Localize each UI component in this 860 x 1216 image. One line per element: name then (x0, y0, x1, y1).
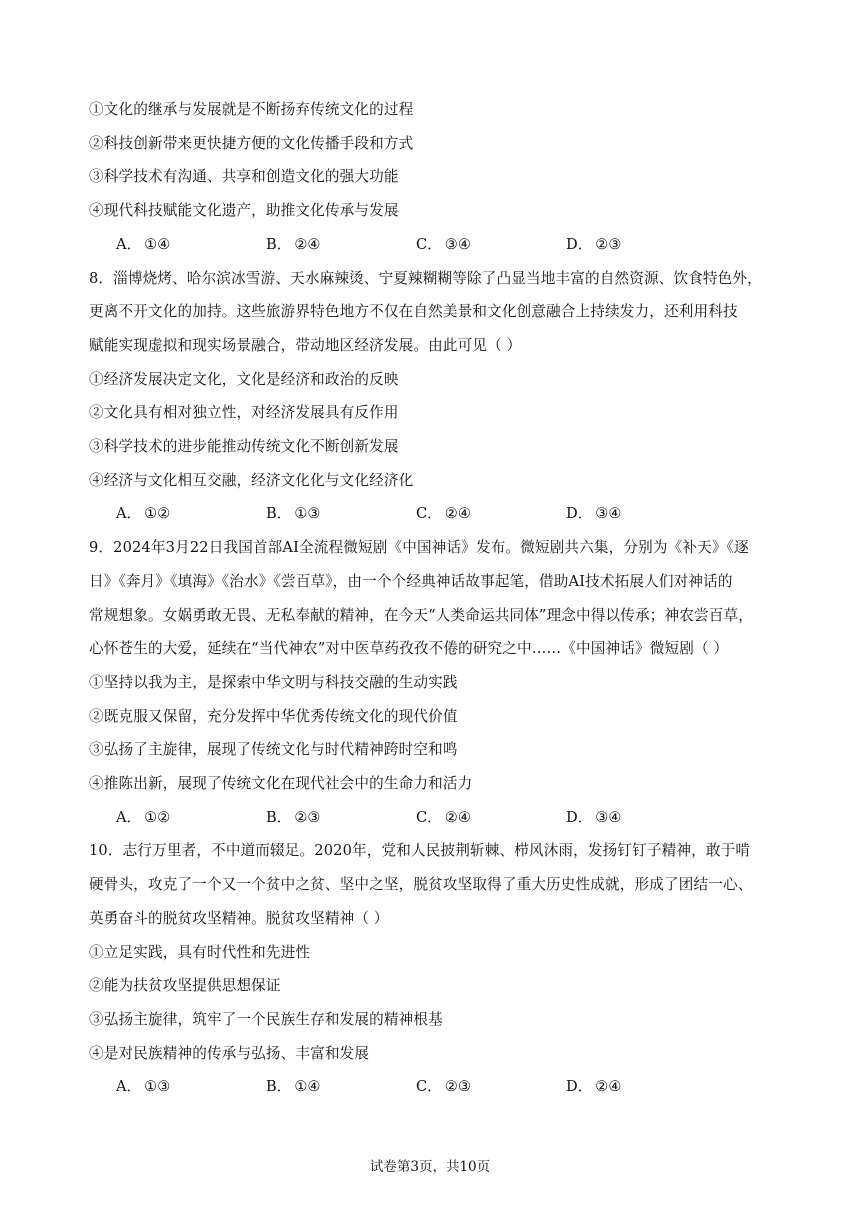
option-letter: D． (566, 1078, 593, 1096)
q7-item-4: ④现代科技赋能文化遗产，助推文化传承与发展 (89, 202, 399, 220)
option-text: ①③ (294, 505, 321, 523)
option-letter: B． (266, 1078, 292, 1096)
page-content (89, 93, 779, 1104)
q10-item-3: ③弘扬主旋律，筑牢了一个民族生存和发展的精神根基 (89, 1010, 443, 1028)
q10-option-c (416, 1070, 566, 1104)
q10-stem-line-3: 英勇奋斗的脱贫攻坚精神。脱贫攻坚精神（ ） (89, 909, 389, 927)
q9-stem-line-3: 常规想象。女娲勇敢无畏、无私奉献的精神，在今天“人类命运共同体”理念中得以传承；神农尝百草， (89, 606, 753, 624)
q9-options (89, 801, 779, 835)
q8-item-2: ②文化具有相对独立性，对经济发展具有反作用 (89, 404, 399, 422)
q7-options (89, 228, 779, 262)
q8-stem-line-2: 更离不开文化的加持。这些旅游界特色地方不仅在自然美景和文化创意融合上持续发力，还利用科技 (89, 303, 738, 321)
q10-option-d (566, 1070, 716, 1104)
option-text: ②④ (444, 808, 471, 826)
q10-option-a (116, 1070, 266, 1104)
option-letter: D． (566, 505, 593, 523)
q9-item-1: ①坚持以我为主，是探索中华文明与科技交融的生动实践 (89, 673, 458, 691)
q10-stem-line-2: 硬骨头，攻克了一个又一个贫中之贫、坚中之坚，脱贫攻坚取得了重大历史性成就，形成了团结一心、 (89, 876, 753, 894)
option-letter: A． (116, 505, 142, 523)
q10-option-b (266, 1070, 416, 1104)
q8-option-a (116, 497, 266, 531)
option-text: ①④ (294, 1078, 321, 1096)
option-letter: C． (416, 235, 442, 253)
option-letter: C． (416, 808, 442, 826)
q9-item-3: ③弘扬了主旋律，展现了传统文化与时代精神跨时空和鸣 (89, 741, 458, 759)
q8-stem-line-1: 8．淄博烧烤、哈尔滨冰雪游、天水麻辣烫、宁夏辣糊糊等除了凸显当地丰富的自然资源、饮食特色外， (89, 269, 762, 287)
option-text: ③④ (595, 808, 622, 826)
option-text: ③④ (595, 505, 622, 523)
q9-item-2: ②既克服又保留，充分发挥中华优秀传统文化的现代价值 (89, 707, 458, 725)
q8-option-d (566, 497, 716, 531)
question-7 (89, 93, 779, 262)
q7-item-1: ①文化的继承与发展就是不断扬弃传统文化的过程 (89, 101, 414, 118)
q7-option-a (116, 228, 266, 262)
q7-option-b (266, 228, 416, 262)
option-text: ②③ (444, 1078, 471, 1096)
q9-stem-line-4: 心怀苍生的大爱，延续在“当代神农”对中医草药孜孜不倦的研究之中……《中国神话》微短剧（ ） (89, 640, 729, 658)
option-letter: B． (266, 235, 292, 253)
page-footer: 试卷第3页，共10页 (369, 1159, 491, 1175)
option-letter: D． (566, 808, 593, 826)
q10-stem-line-1: 10．志行万里者，不中道而辍足。2020年，党和人民披荆斩棘、栉风沐雨，发扬钉钉子精神，敢于啃 (89, 842, 751, 860)
q8-item-4: ④经济与文化相互交融，经济文化化与文化经济化 (89, 471, 414, 489)
q10-item-2: ②能为扶贫攻坚提供思想保证 (89, 977, 281, 995)
option-text: ②④ (595, 1078, 622, 1096)
option-letter: C． (416, 505, 442, 523)
q8-item-3: ③科学技术的进步能推动传统文化不断创新发展 (89, 438, 399, 456)
question-10 (89, 834, 779, 1104)
q10-options (89, 1070, 779, 1104)
question-8 (89, 262, 779, 532)
option-letter: B． (266, 808, 292, 826)
q7-option-c (416, 228, 566, 262)
q9-option-d (566, 801, 716, 835)
q10-item-1: ①立足实践，具有时代性和先进性 (89, 943, 311, 961)
option-text: ②④ (294, 235, 321, 253)
q7-option-d (566, 228, 716, 262)
option-letter: B． (266, 505, 292, 523)
q8-option-b (266, 497, 416, 531)
q9-option-c (416, 801, 566, 835)
option-text: ②③ (294, 808, 321, 826)
option-text: ①③ (144, 1078, 171, 1096)
q8-item-1: ①经济发展决定文化，文化是经济和政治的反映 (89, 370, 399, 388)
option-letter: A． (116, 1078, 142, 1096)
option-letter: A． (116, 235, 142, 253)
option-text: ②④ (444, 505, 471, 523)
q9-option-b (266, 801, 416, 835)
q9-option-a (116, 801, 266, 835)
q7-item-2: ②科技创新带来更快捷方便的文化传播手段和方式 (89, 134, 414, 152)
q8-option-c (416, 497, 566, 531)
q7-item-3: ③科学技术有沟通、共享和创造文化的强大功能 (89, 168, 399, 186)
question-9 (89, 531, 779, 834)
option-letter: D． (566, 235, 593, 253)
option-letter: A． (116, 808, 142, 826)
q9-stem-line-1: 9．2024年3月22日我国首部AI全流程微短剧《中国神话》发布。微短剧共六集，分别为《补天》《逐 (89, 539, 749, 557)
option-text: ②③ (595, 235, 622, 253)
option-text: ①④ (144, 235, 171, 253)
option-letter: C． (416, 1078, 442, 1096)
option-text: ③④ (444, 235, 471, 253)
q9-item-4: ④推陈出新，展现了传统文化在现代社会中的生命力和活力 (89, 775, 473, 793)
q8-stem-line-3: 赋能实现虚拟和现实场景融合，带动地区经济发展。由此可见（ ） (89, 336, 522, 354)
q9-stem-line-2: 日》《奔月》《填海》《治水》《尝百草》，由一个个经典神话故事起笔，借助AI技术拓展人们对神话的 (89, 572, 733, 590)
q10-item-4: ④是对民族精神的传承与弘扬、丰富和发展 (89, 1044, 370, 1062)
q8-options (89, 497, 779, 531)
option-text: ①② (144, 505, 171, 523)
option-text: ①② (144, 808, 171, 826)
